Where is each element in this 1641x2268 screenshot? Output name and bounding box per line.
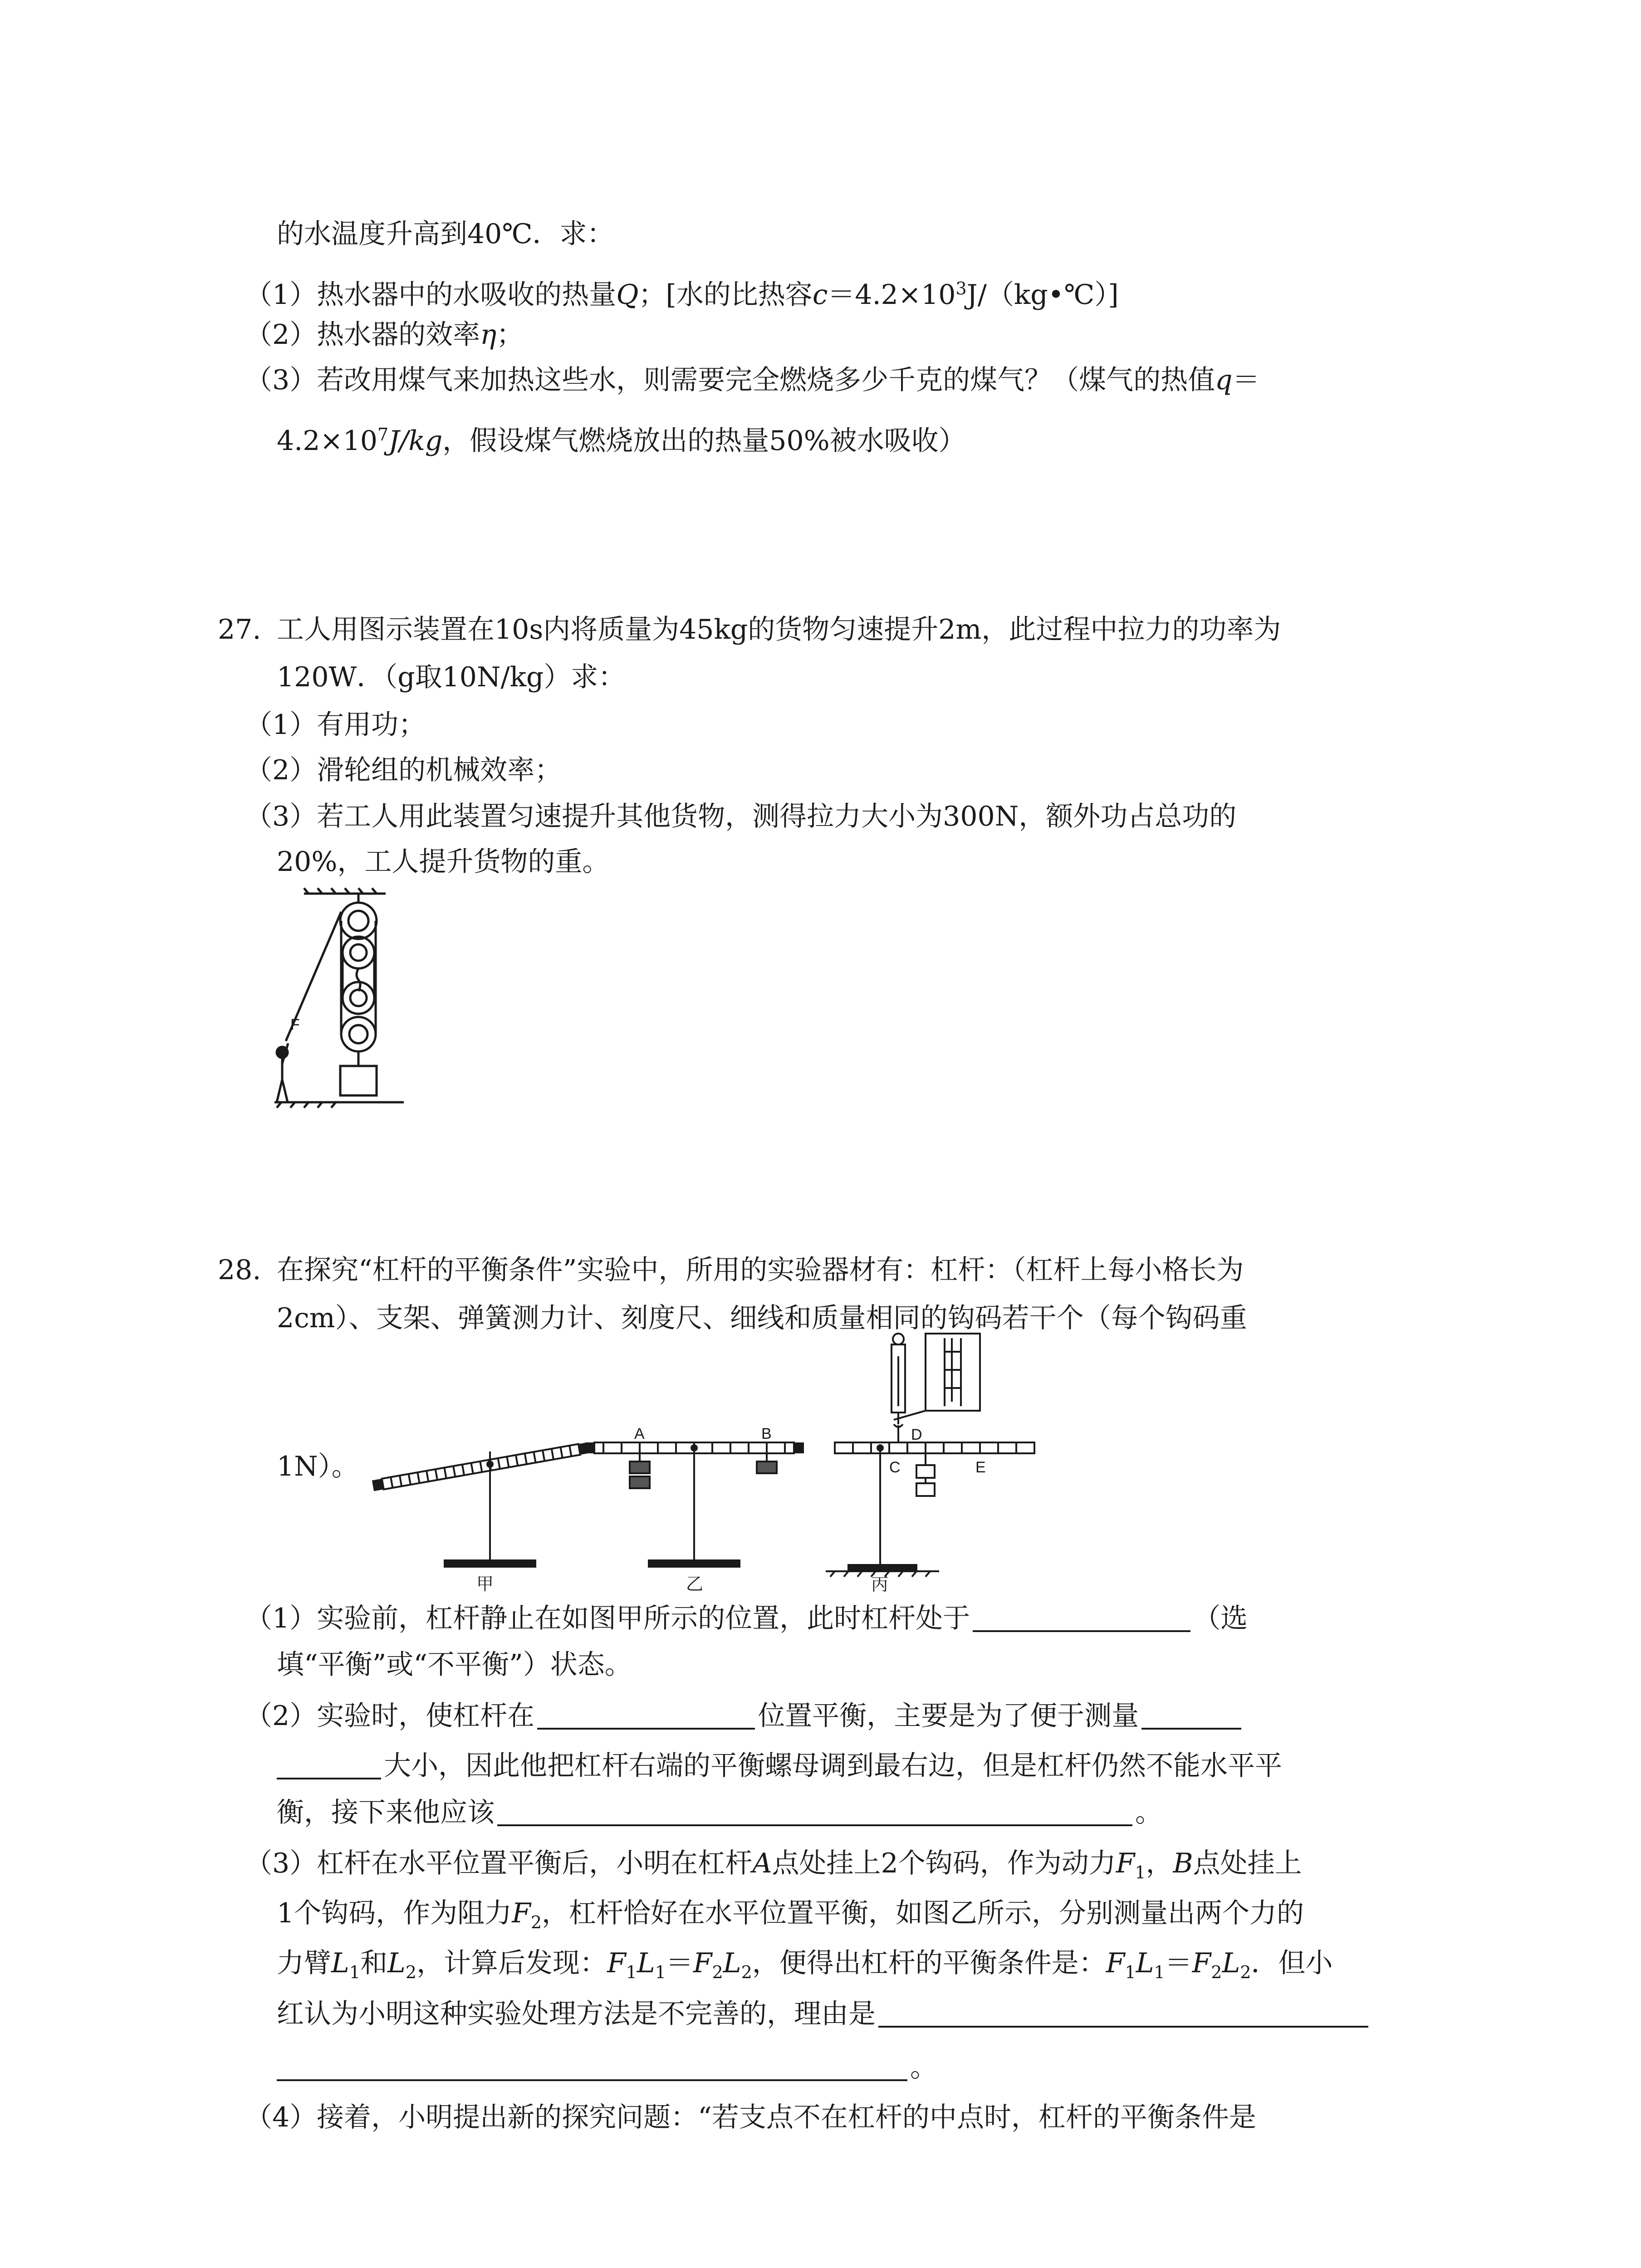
force-label-F: F — [290, 1016, 300, 1033]
q26-part3-cont: $4.2\times 10^7J/kg$，假设煤气燃烧放出的热量50%被水吸收） — [277, 425, 966, 457]
q27-part3-cont: 20%，工人提升货物的重。 — [277, 846, 610, 878]
q26-part1: （1）热水器中的水吸收的热量Q；[水的比热容$c=4.2\times 10^3J/(kg•℃)$] — [245, 279, 1119, 311]
q28-part1: （1）实验前，杠杆静止在如图甲所示的位置，此时杠杆处于 （选 — [245, 1603, 1248, 1634]
point-label-B: B — [761, 1425, 772, 1442]
point-label-E: E — [975, 1459, 986, 1476]
answer-blank-5[interactable] — [878, 1999, 1368, 2028]
q27-part1: （1）有用功； — [245, 709, 426, 741]
answer-blank-3[interactable] — [1141, 1701, 1241, 1730]
answer-blank-1[interactable] — [973, 1603, 1190, 1632]
point-label-C: C — [889, 1459, 901, 1476]
q28-part2: （2）实验时，使杠杆在 位置平衡，主要是为了便于测量 — [245, 1699, 1244, 1733]
q26-line0: 的水温度升高到40℃．求： — [277, 218, 614, 250]
q27-part3: （3）若工人用此装置匀速提升其他货物，测得拉力大小为300N，额外功占总功的 — [245, 801, 1237, 832]
answer-blank-5b[interactable] — [277, 2052, 907, 2081]
q28-part3-line5: 。 — [277, 2050, 937, 2085]
q28-part2-cont2: 衡，接下来他应该 。 — [277, 1797, 1162, 1828]
pulley-figure — [272, 885, 408, 1111]
q28-part4: （4）接着，小明提出新的探究问题：“若支点不在杠杆的中点时，杠杆的平衡条件是 — [245, 2102, 1256, 2133]
answer-blank-4[interactable] — [497, 1797, 1132, 1826]
point-label-A: A — [634, 1425, 645, 1442]
q28-part2-cont: 大小，因此他把杠杆右端的平衡螺母调到最右边，但是杠杆仍然不能水平平 — [277, 1749, 1282, 1783]
lever-figure-bing — [826, 1329, 1043, 1592]
label-jia: 甲 — [476, 1574, 494, 1592]
label-yi: 乙 — [686, 1574, 704, 1592]
q28-part3-line1: （3）杠杆在水平位置平衡后，小明在杠杆A点处挂上2个钩码，作为动力$F_1$，B点处挂上 — [245, 1848, 1302, 1882]
q28-part3-line3: 力臂$L_1$和$L_2$，计算后发现：$F_1L_1=F_2L_2$，便得出杠杆的平衡条件是：$F_1L_1=F_2L_2$．但小 — [277, 1947, 1333, 1982]
lever-figure-jia — [372, 1411, 608, 1592]
q28-part1-cont: 填“平衡”或“不平衡”）状态。 — [277, 1649, 632, 1681]
answer-blank-2[interactable] — [537, 1701, 755, 1730]
q28-line3: 1N）。 — [277, 1451, 359, 1482]
q28-number: 28. — [218, 1254, 261, 1286]
q28-part3-line2: 1个钩码，作为阻力$F_2$，杠杆恰好在水平位置平衡，如图乙所示，分别测量出两个力的 — [277, 1897, 1304, 1932]
q27-number: 27. — [218, 614, 261, 645]
q27-line2: 120W．（g取10N/kg）求： — [277, 661, 626, 693]
lever-figure-yi — [585, 1411, 821, 1592]
label-bing: 丙 — [871, 1574, 889, 1592]
answer-blank-3b[interactable] — [277, 1750, 381, 1779]
q28-part3-line4: 红认为小明这种实验处理方法是不完善的，理由是 — [277, 1997, 1371, 2031]
q26-part2: （2）热水器的效率η； — [245, 319, 524, 351]
q26-part3: （3）若改用煤气来加热这些水，则需要完全燃烧多少千克的煤气？（煤气的热值q＝ — [245, 364, 1260, 396]
q28-line2: 2cm）、支架、弹簧测力计、刻度尺、细线和质量相同的钩码若干个（每个钩码重 — [277, 1302, 1247, 1334]
point-label-D: D — [911, 1426, 922, 1443]
q27-part2: （2）滑轮组的机械效率； — [245, 754, 562, 786]
